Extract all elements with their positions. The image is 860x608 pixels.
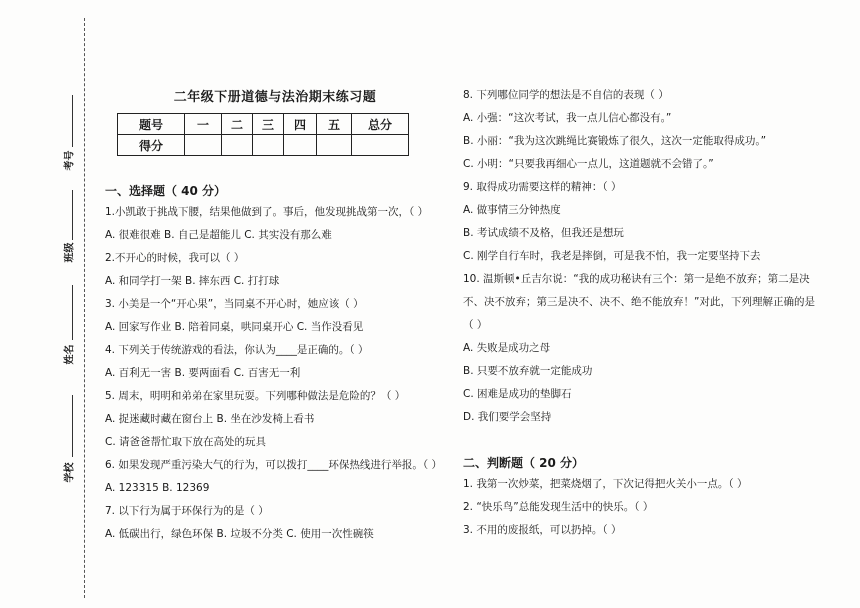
option-line: A. 小强：“这次考试，我一点儿信心都没有。” — [463, 112, 672, 124]
binding-line-name — [72, 285, 73, 340]
section-heading-judge: 二、判断题（ 20 分） — [463, 456, 585, 470]
option-line: A. 做事情三分钟热度 — [463, 204, 561, 216]
question-line: 4. 下列关于传统游戏的看法，你认为____是正确的。（ ） — [105, 344, 369, 356]
binding-field-school — [58, 395, 80, 495]
binding-field-class — [58, 190, 80, 270]
binding-line-exam-number — [72, 95, 73, 147]
score-input-5 — [317, 135, 352, 156]
score-table-score-row — [118, 135, 409, 156]
score-cell-4: 四 — [284, 114, 317, 135]
option-line: B. 小丽：“我为这次跳绳比赛锻炼了很久，这次一定能取得成功。” — [463, 135, 767, 147]
answer-bracket: （ ） — [463, 319, 488, 331]
option-line: A. 低碳出行，绿色环保 B. 垃圾不分类 C. 使用一次性碗筷 — [105, 528, 374, 540]
option-line: A. 回家写作业 B. 陪着同桌，哄同桌开心 C. 当作没看见 — [105, 321, 364, 333]
score-table — [117, 113, 409, 156]
question-line: 7. 以下行为属于环保行为的是（ ） — [105, 505, 269, 517]
score-cell-2: 二 — [222, 114, 253, 135]
score-input-2 — [222, 135, 253, 156]
option-line: C. 请爸爸帮忙取下放在高处的玩具 — [105, 436, 267, 448]
binding-line-class — [72, 190, 73, 240]
option-line: A. 失败是成功之母 — [463, 342, 551, 354]
score-cell-3: 三 — [253, 114, 284, 135]
score-cell-total: 总分 — [352, 114, 409, 135]
question-line: 3. 小美是一个“开心果”，当同桌不开心时，她应该（ ） — [105, 298, 364, 310]
judge-line: 1. 我第一次炒菜，把菜烧烟了，下次记得把火关小一点。（ ） — [463, 478, 748, 490]
question-line: 9. 取得成功需要这样的精神：（ ） — [463, 181, 622, 193]
question-line: 不、决不放弃；第三是决不、决不、绝不能放弃！”对此，下列理解正确的是 — [463, 296, 815, 308]
left-column — [105, 80, 445, 540]
option-line: C. 困难是成功的垫脚石 — [463, 388, 572, 400]
option-line: A. 捉迷藏时藏在窗台上 B. 坐在沙发椅上看书 — [105, 413, 315, 425]
score-cell-label: 题号 — [118, 114, 185, 135]
binding-field-exam-number — [58, 95, 80, 171]
score-cell-1: 一 — [185, 114, 222, 135]
option-line: D. 我们要学会坚持 — [463, 411, 552, 423]
option-line: A. 和同学打一架 B. 摔东西 C. 打打球 — [105, 275, 280, 287]
option-line: B. 只要不放弃就一定能成功 — [463, 365, 593, 377]
option-line: C. 刚学自行车时，我老是摔倒，可是我不怕，我一定要坚持下去 — [463, 250, 761, 262]
question-line: 2.不开心的时候，我可以（ ） — [105, 252, 245, 264]
option-line: A. 百利无一害 B. 要两面看 C. 百害无一利 — [105, 367, 301, 379]
score-input-4 — [284, 135, 317, 156]
score-table-header-row — [118, 114, 409, 135]
binding-label-class: 班级 — [64, 242, 76, 263]
question-line: 8. 下列哪位同学的想法是不自信的表现（ ） — [463, 89, 669, 101]
question-line: 1.小凯敢于挑战下腰，结果他做到了。事后，他发现挑战第一次，（ ） — [105, 206, 429, 218]
binding-label-school: 学校 — [64, 462, 76, 483]
option-line: A. 很难很难 B. 自己是超能儿 C. 其实没有那么难 — [105, 229, 332, 241]
score-input-3 — [253, 135, 284, 156]
score-cell-5: 五 — [317, 114, 352, 135]
section-heading-choice: 一、选择题（ 40 分） — [105, 184, 227, 198]
binding-label-exam-number: 考号 — [64, 150, 76, 171]
page-title: 二年级下册道德与法治期末练习题 — [173, 90, 377, 105]
binding-line-school — [72, 395, 73, 457]
judge-line: 2. “快乐鸟”总能发现生活中的快乐。（ ） — [463, 501, 654, 513]
question-line: 10. 温斯顿•丘吉尔说：“我的成功秘诀有三个：第一是绝不放弃；第二是决 — [463, 273, 810, 285]
option-line: B. 考试成绩不及格，但我还是想玩 — [463, 227, 624, 239]
binding-dashed-line — [84, 18, 85, 598]
option-line: A. 123315 B. 12369 — [105, 482, 210, 494]
binding-label-name: 姓名 — [64, 344, 76, 365]
question-line: 6. 如果发现严重污染大气的行为，可以拨打____环保热线进行举报。（ ） — [105, 459, 442, 471]
score-input-1 — [185, 135, 222, 156]
right-column — [463, 80, 815, 540]
question-line: 5. 周末，明明和弟弟在家里玩耍。下列哪种做法是危险的？（ ） — [105, 390, 406, 402]
judge-line: 3. 不用的废报纸，可以扔掉。（ ） — [463, 524, 622, 536]
option-line: C. 小明：“只要我再细心一点儿，这道题就不会错了。” — [463, 158, 714, 170]
score-cell-score-label: 得分 — [118, 135, 185, 156]
binding-field-name — [58, 285, 80, 375]
score-input-total — [352, 135, 409, 156]
